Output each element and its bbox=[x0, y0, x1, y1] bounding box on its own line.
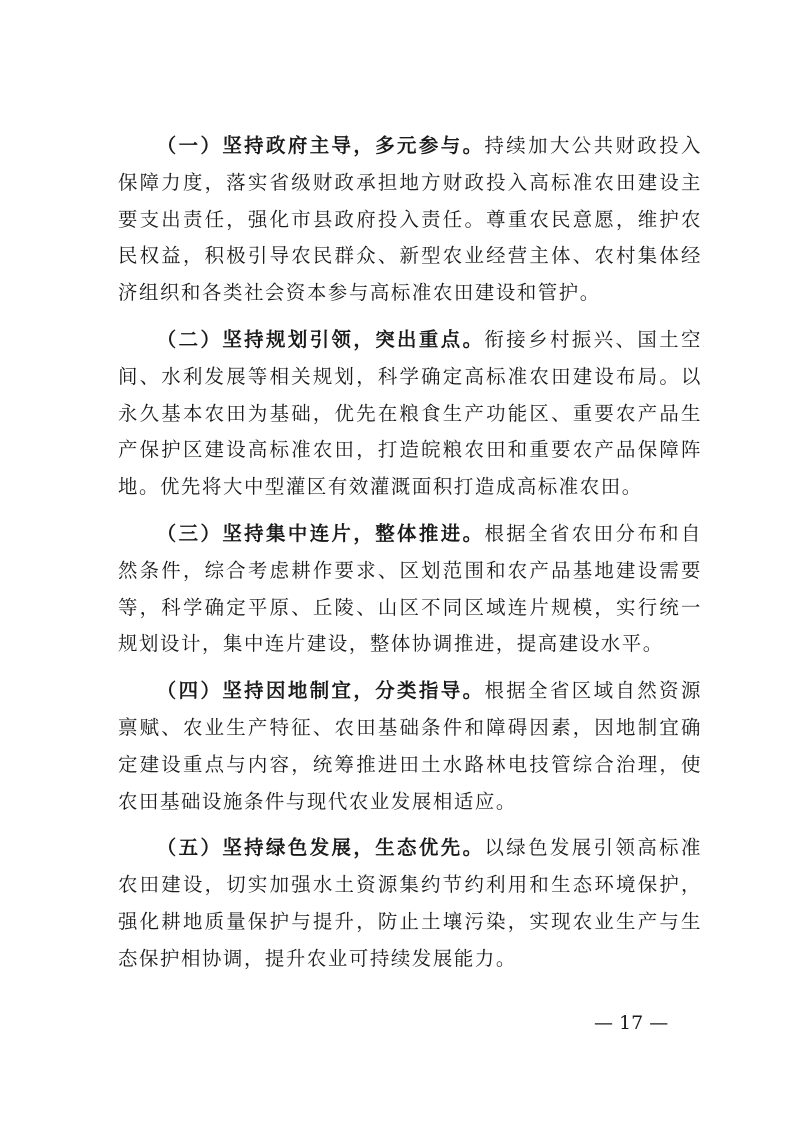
document-body bbox=[118, 128, 702, 988]
paragraph-text: 持续加大公共财政投入保障力度，落实省级财政承担地方财政投入高标准农田建设主要支出责任，强化市县政府投入责任。尊重农民意愿，维护农民权益，积极引导农民群众、新型农业经营主体、农村集体经济组织和各类社会资本参与高标准农田建设和管护。 bbox=[118, 134, 703, 305]
paragraph-heading: （一）坚持政府主导，多元参与。 bbox=[156, 134, 485, 157]
paragraph-heading: （五）坚持绿色发展，生态优先。 bbox=[156, 836, 485, 860]
paragraph-text: 以绿色发展引领高标准农田建设，切实加强水土资源集约节约利用和生态环境保护，强化耕地质量保护与提升，防止土壤污染，实现农业生产与生态保护相协调，提升农业可持续发展能力。 bbox=[118, 836, 703, 970]
paragraph-text: 根据全省农田分布和自然条件，综合考虑耕作要求、区划范围和农产品基地建设需要等，科学确定平原、丘陵、山区不同区域连片规模，实行统一规划设计，集中连片建设，整体协调推进，提高建设水平。 bbox=[118, 521, 703, 656]
paragraph-2 bbox=[118, 322, 702, 506]
paragraph-1 bbox=[118, 128, 702, 312]
paragraph-4 bbox=[118, 673, 702, 820]
paragraph-text: 衔接乡村振兴、国土空间、水利发展等相关规划，科学确定高标准农田建设布局。以永久基本农田为基础，优先在粮食生产功能区、重要农产品生产保护区建设高标准农田，打造皖粮农田和重要农产品保障阵地。优先将大中型灌区有效灌溉面积打造成高标准农田。 bbox=[118, 327, 703, 499]
paragraph-5 bbox=[118, 830, 702, 977]
paragraph-text: 根据全省区域自然资源禀赋、农业生产特征、农田基础条件和障碍因素，因地制宜确定建设重点与内容，统筹推进田土水路林电技管综合治理，使农田基础设施条件与现代农业发展相适应。 bbox=[118, 679, 703, 813]
paragraph-3 bbox=[118, 516, 702, 663]
paragraph-heading: （三）坚持集中连片，整体推进。 bbox=[156, 521, 485, 545]
page-number: — 17 — bbox=[594, 1012, 669, 1034]
paragraph-heading: （四）坚持因地制宜，分类指导。 bbox=[156, 679, 485, 703]
paragraph-heading: （二）坚持规划引领，突出重点。 bbox=[156, 327, 485, 351]
